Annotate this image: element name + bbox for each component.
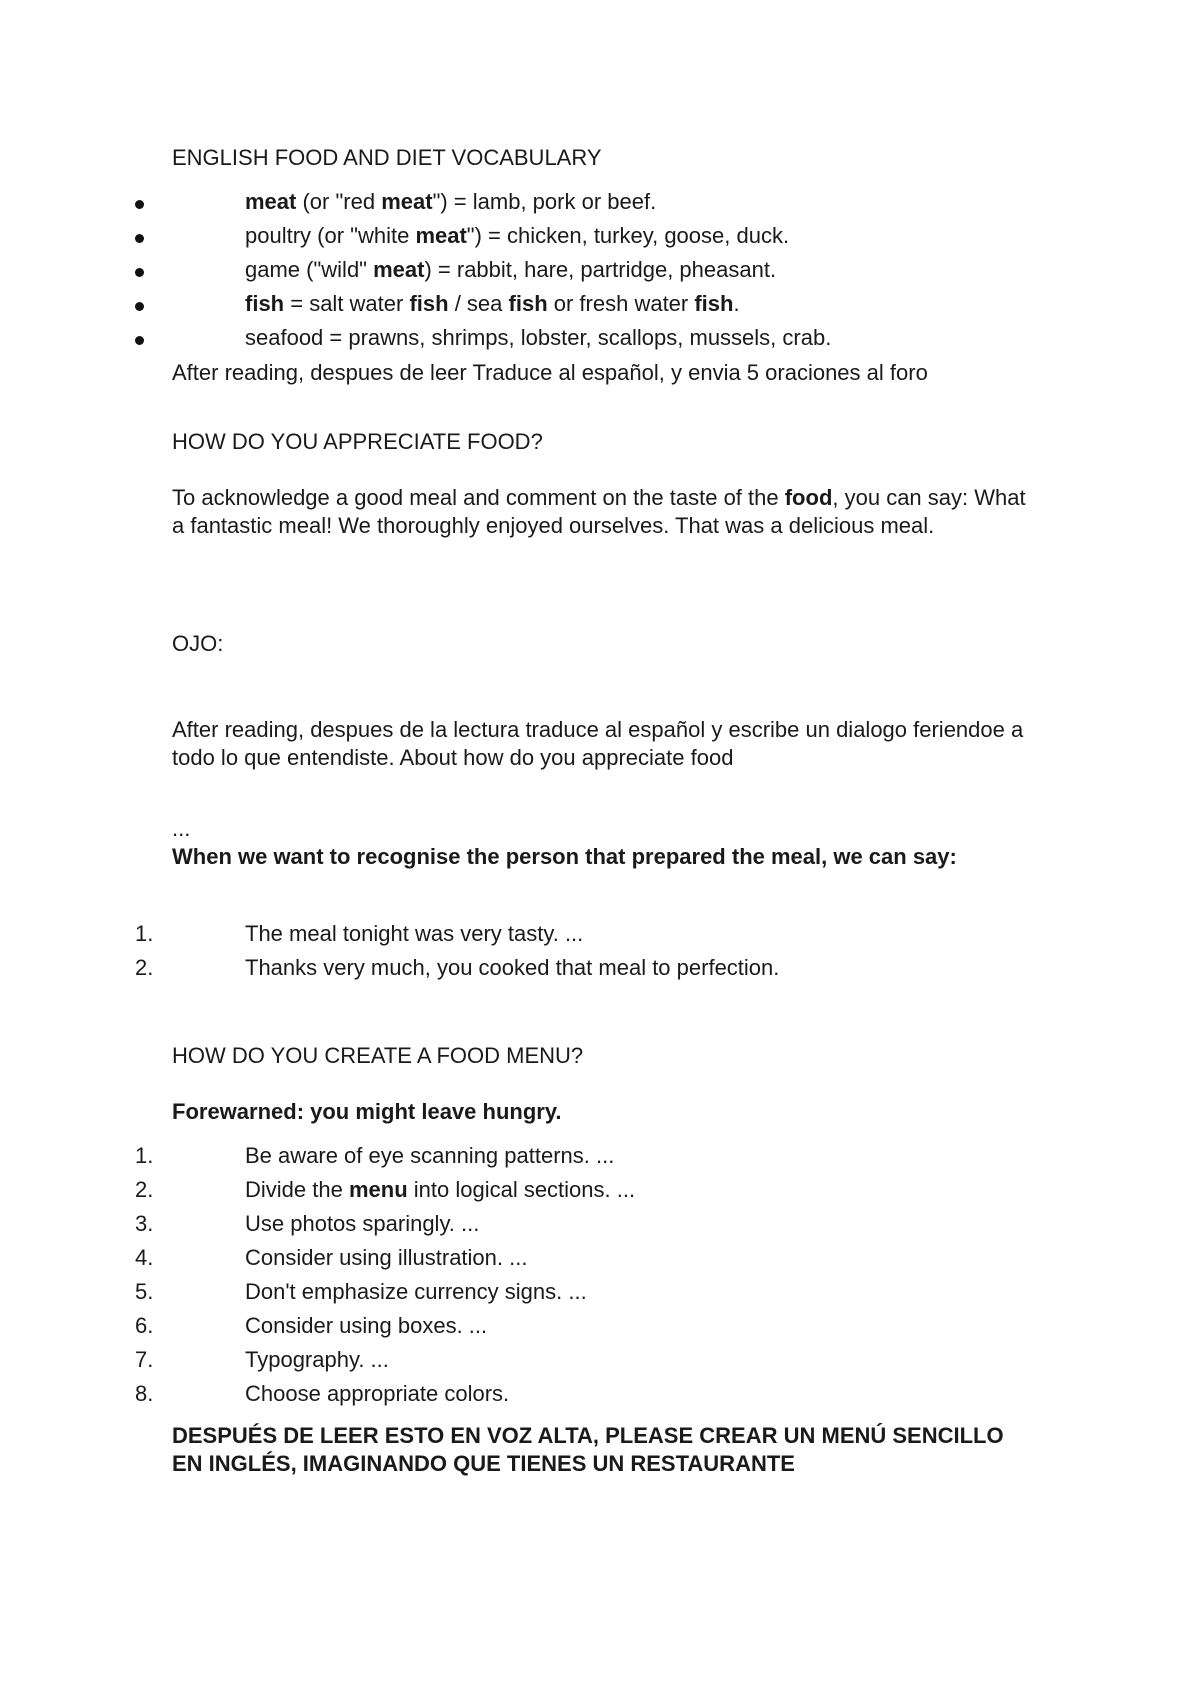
bold-term: fish [508,291,548,316]
bold-term: meat [245,189,297,214]
text-run: Be aware of eye scanning patterns. ... [245,1143,615,1168]
list-item [0,1346,1100,1374]
list-number: 8. [135,1381,154,1406]
list-item-text [245,1142,614,1170]
ellipsis-text: ... [172,816,191,841]
bullet-icon [135,268,144,277]
list-item-text [245,954,779,982]
menu-subtitle: Forewarned: you might leave hungry. [172,1099,562,1124]
section-title-menu: HOW DO YOU CREATE A FOOD MENU? [172,1043,584,1068]
text-run: Consider using illustration. ... [245,1245,528,1270]
list-number: 1. [135,921,154,946]
text-run: / sea [448,291,509,316]
dialog-instruction: After reading, despues de la lectura traduce al español y escribe un dialogo feriendoe a todo lo que entendiste. About how do you appreciate food [172,717,1024,770]
list-item [0,256,1100,284]
text-run: , you can say: What a fantastic meal! We thoroughly enjoyed ourselves. That was a delicious meal. [172,485,1026,538]
list-item [0,290,1100,318]
text-run: Consider using boxes. ... [245,1313,488,1338]
list-item [0,1312,1100,1340]
bullet-icon [135,336,144,345]
list-number: 3. [135,1211,154,1236]
text-run: poultry (or "white [245,223,416,248]
text-run: or fresh water [547,291,695,316]
bold-term: fish [694,291,734,316]
list-item [0,954,1100,982]
list-number: 2. [135,1177,154,1202]
text-run: Thanks very much, you cooked that meal to perfection. [245,955,780,980]
list-item-text [245,1312,487,1340]
bold-term: food [784,485,833,510]
bold-term: meat [415,223,467,248]
list-item [0,920,1100,948]
text-run: . [733,291,740,316]
text-run: game ("wild" [245,257,374,282]
text-run: seafood = prawns, shrimps, lobster, scallops, mussels, crab. [245,325,832,350]
text-run: Use photos sparingly. ... [245,1211,480,1236]
bullet-icon [135,302,144,311]
list-item-text [245,324,831,352]
text-run: Don't emphasize currency signs. ... [245,1279,587,1304]
bullet-icon [135,200,144,209]
bold-term: meat [381,189,433,214]
appreciate-paragraph [172,484,1032,540]
text-run: To acknowledge a good meal and comment on the taste of the [172,485,785,510]
list-number: 4. [135,1245,154,1270]
list-number: 1. [135,1143,154,1168]
list-item-text [245,222,789,250]
section-title-appreciate: HOW DO YOU APPRECIATE FOOD? [172,429,543,454]
text-run: Divide the [245,1177,349,1202]
text-run: Choose appropriate colors. [245,1381,510,1406]
bold-term: fish [245,291,285,316]
list-item-text [245,1380,509,1408]
list-item-text [245,1244,527,1272]
list-item-text [245,920,583,948]
list-item [0,222,1100,250]
list-item-text [245,1346,389,1374]
list-item-text [245,290,740,318]
list-number: 5. [135,1279,154,1304]
list-number: 6. [135,1313,154,1338]
text-run: into logical sections. ... [407,1177,636,1202]
list-item [0,1142,1100,1170]
list-item [0,1176,1100,1204]
text-run: = salt water [284,291,410,316]
section-title-vocabulary: ENGLISH FOOD AND DIET VOCABULARY [172,145,602,170]
text-run: (or "red [296,189,382,214]
text-run: ") = lamb, pork or beef. [432,189,657,214]
recognise-heading: When we want to recognise the person that prepared the meal, we can say: [172,844,957,869]
bold-term: meat [373,257,425,282]
list-number: 7. [135,1347,154,1372]
list-item [0,1380,1100,1408]
bullet-icon [135,234,144,243]
list-item [0,188,1100,216]
list-item [0,324,1100,352]
list-item-text [245,1176,635,1204]
list-item-text [245,188,656,216]
bold-term: fish [409,291,449,316]
ojo-label: OJO: [172,631,224,656]
list-item-text [245,1210,479,1238]
closing-instruction: DESPUÉS DE LEER ESTO EN VOZ ALTA, PLEASE CREAR UN MENÚ SENCILLO EN INGLÉS, IMAGINANDO QUE TIENES UN RESTAURANTE [172,1423,1004,1476]
list-item-text [245,256,776,284]
text-run: ") = chicken, turkey, goose, duck. [466,223,790,248]
text-run: ) = rabbit, hare, partridge, pheasant. [424,257,777,282]
list-item [0,1244,1100,1272]
text-run: The meal tonight was very tasty. ... [245,921,584,946]
list-item [0,1278,1100,1306]
list-number: 2. [135,955,154,980]
bold-term: menu [348,1177,408,1202]
list-item [0,1210,1100,1238]
list-item-text [245,1278,587,1306]
text-run: Typography. ... [245,1347,389,1372]
vocabulary-instruction: After reading, despues de leer Traduce al español, y envia 5 oraciones al foro [172,360,928,385]
